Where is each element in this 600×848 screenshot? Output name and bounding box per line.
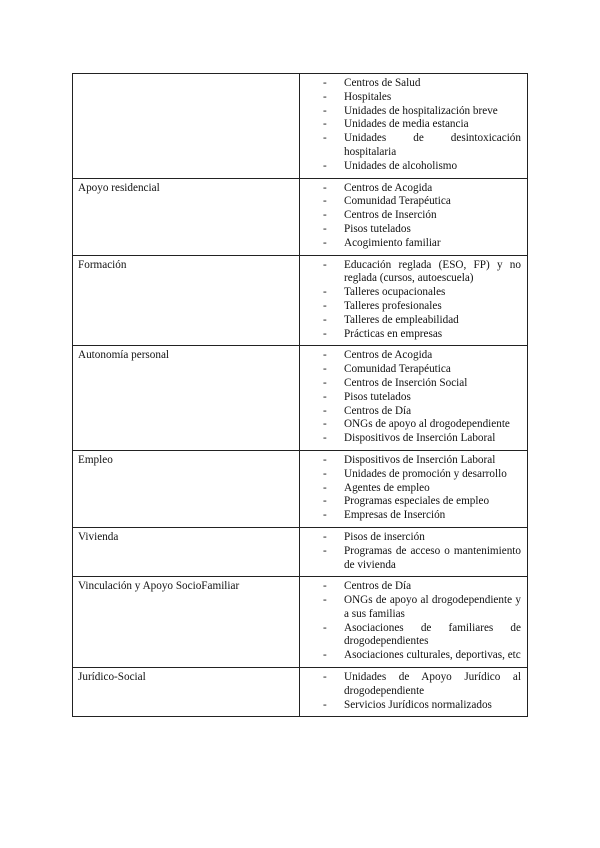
category-cell: Vinculación y Apoyo SocioFamiliar bbox=[73, 577, 300, 668]
resources-cell bbox=[300, 255, 528, 346]
resource-item: - Unidades de hospitalización breve bbox=[323, 105, 521, 119]
resource-item: - ONGs de apoyo al drogodependiente bbox=[323, 418, 521, 432]
resource-item: - Comunidad Terapéutica bbox=[323, 363, 521, 377]
resources-cell bbox=[300, 74, 528, 179]
resource-item: - Asociaciones de familiares de drogodependientes bbox=[323, 622, 521, 650]
resource-list bbox=[305, 580, 521, 663]
table-row bbox=[73, 74, 528, 179]
resources-cell bbox=[300, 346, 528, 451]
resource-item: - Programas de acceso o mantenimiento de vivienda bbox=[323, 545, 521, 573]
resource-item: - Unidades de desintoxicación hospitalaria bbox=[323, 132, 521, 160]
resource-item: - Talleres ocupacionales bbox=[323, 286, 521, 300]
category-cell: Vivienda bbox=[73, 527, 300, 576]
table-row bbox=[73, 450, 528, 527]
resource-item: - Prácticas en empresas bbox=[323, 328, 521, 342]
resource-item: - Talleres de empleabilidad bbox=[323, 314, 521, 328]
category-cell: Formación bbox=[73, 255, 300, 346]
resource-item: - Acogimiento familiar bbox=[323, 237, 521, 251]
category-cell: Jurídico-Social bbox=[73, 668, 300, 717]
resource-list bbox=[305, 77, 521, 174]
category-cell: Autonomía personal bbox=[73, 346, 300, 451]
table-row bbox=[73, 668, 528, 717]
resources-cell bbox=[300, 450, 528, 527]
resources-table bbox=[72, 73, 528, 717]
table-row bbox=[73, 527, 528, 576]
resource-item: - Centros de Acogida bbox=[323, 182, 521, 196]
category-cell: Apoyo residencial bbox=[73, 178, 300, 255]
resource-list bbox=[305, 349, 521, 446]
resource-item: - Centros de Acogida bbox=[323, 349, 521, 363]
resource-item: - Unidades de Apoyo Jurídico al drogodependiente bbox=[323, 671, 521, 699]
resource-item: - Centros de Día bbox=[323, 580, 521, 594]
resources-cell bbox=[300, 577, 528, 668]
resource-item: - Centros de Salud bbox=[323, 77, 521, 91]
resource-list bbox=[305, 671, 521, 712]
resource-list bbox=[305, 182, 521, 251]
resource-item: - Centros de Inserción bbox=[323, 209, 521, 223]
resource-item: - Centros de Inserción Social bbox=[323, 377, 521, 391]
resource-item: - Programas especiales de empleo bbox=[323, 495, 521, 509]
resources-table-body bbox=[73, 74, 528, 717]
resource-item: - Unidades de media estancia bbox=[323, 118, 521, 132]
resource-item: - Pisos tutelados bbox=[323, 391, 521, 405]
resource-list bbox=[305, 531, 521, 572]
resource-item: - Pisos de inserción bbox=[323, 531, 521, 545]
resource-item: - Asociaciones culturales, deportivas, etc bbox=[323, 649, 521, 663]
resources-cell bbox=[300, 668, 528, 717]
table-row bbox=[73, 346, 528, 451]
resource-item: - Dispositivos de Inserción Laboral bbox=[323, 432, 521, 446]
resource-item: - Centros de Día bbox=[323, 405, 521, 419]
resource-item: - Empresas de Inserción bbox=[323, 509, 521, 523]
resource-item: - Pisos tutelados bbox=[323, 223, 521, 237]
category-cell: Empleo bbox=[73, 450, 300, 527]
resource-item: - ONGs de apoyo al drogodependiente y a sus familias bbox=[323, 594, 521, 622]
resource-item: - Talleres profesionales bbox=[323, 300, 521, 314]
resource-item: - Unidades de alcoholismo bbox=[323, 160, 521, 174]
resource-list bbox=[305, 259, 521, 342]
resource-list bbox=[305, 454, 521, 523]
resource-item: - Agentes de empleo bbox=[323, 482, 521, 496]
resource-item: - Dispositivos de Inserción Laboral bbox=[323, 454, 521, 468]
table-row bbox=[73, 178, 528, 255]
resource-item: - Servicios Jurídicos normalizados bbox=[323, 699, 521, 713]
resources-cell bbox=[300, 527, 528, 576]
resource-item: - Unidades de promoción y desarrollo bbox=[323, 468, 521, 482]
table-row bbox=[73, 577, 528, 668]
category-cell bbox=[73, 74, 300, 179]
resource-item: - Educación reglada (ESO, FP) y no reglada (cursos, autoescuela) bbox=[323, 259, 521, 287]
table-row bbox=[73, 255, 528, 346]
resources-cell bbox=[300, 178, 528, 255]
resource-item: - Hospitales bbox=[323, 91, 521, 105]
resource-item: - Comunidad Terapéutica bbox=[323, 195, 521, 209]
